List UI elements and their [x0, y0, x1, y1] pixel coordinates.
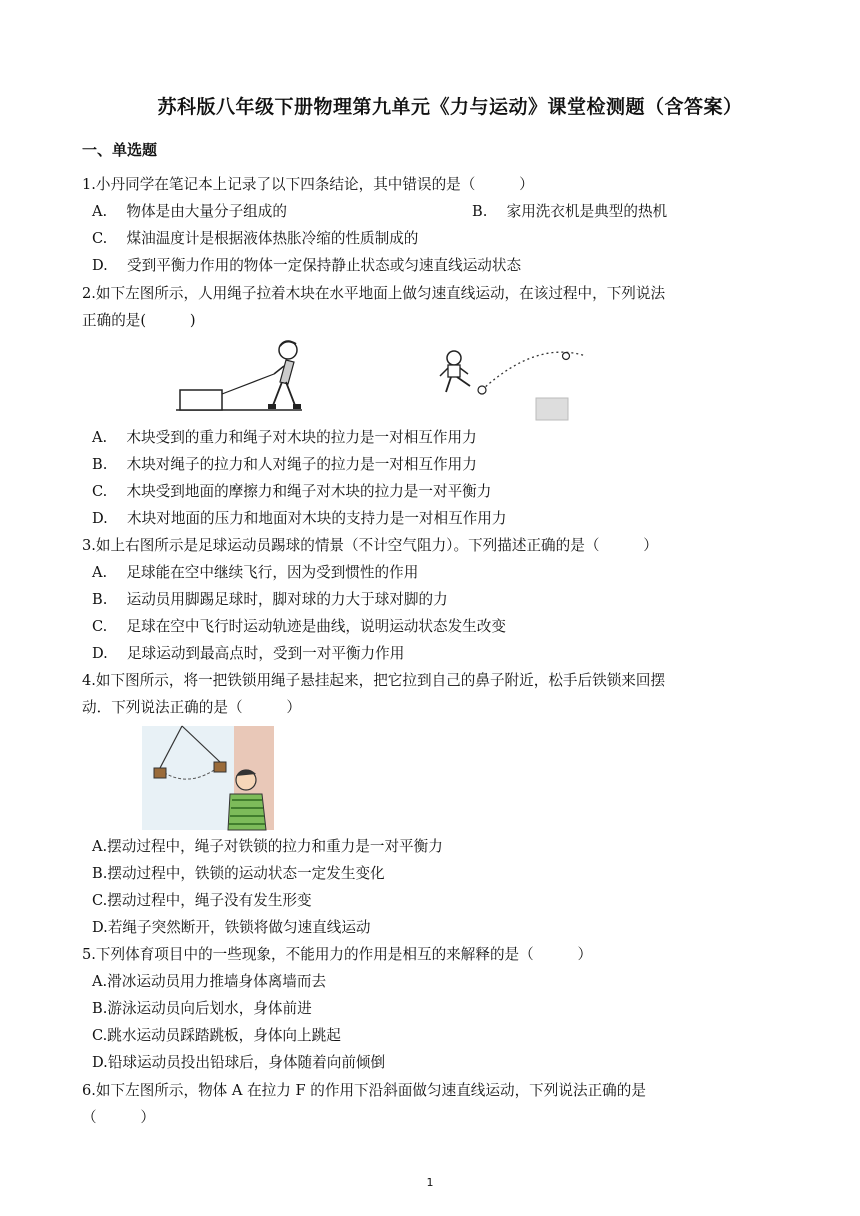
q2-option-b: B. 木块对绳子的拉力和人对绳子的拉力是一对相互作用力	[92, 456, 477, 473]
section-heading: 一、单选题	[82, 141, 158, 159]
q4-option-d: D.若绳子突然断开，铁锁将做匀速直线运动	[92, 919, 371, 936]
q4-stem-line2: 动．下列说法正确的是（ ）	[82, 699, 301, 716]
q2-option-a: A. 木块受到的重力和绳子对木块的拉力是一对相互作用力	[92, 429, 477, 446]
q2-stem-line1: 2.如下左图所示，人用绳子拉着木块在水平地面上做匀速直线运动，在该过程中，下列说法	[82, 285, 666, 302]
q5-option-b: B.游泳运动员向后划水，身体前进	[92, 1000, 312, 1017]
q3-option-c: C. 足球在空中飞行时运动轨迹是曲线，说明运动状态发生改变	[92, 618, 506, 635]
document-title: 苏科版八年级下册物理第九单元《力与运动》课堂检测题（含答案）	[157, 96, 743, 118]
figure-pendulum-lock	[142, 726, 274, 830]
q2-stem-line2: 正确的是( )	[82, 312, 196, 329]
q4-stem-line1: 4.如下图所示，将一把铁锁用绳子悬挂起来，把它拉到自己的鼻子附近，松手后铁锁来回摆	[82, 672, 666, 689]
q4-option-a: A.摆动过程中，绳子对铁锁的拉力和重力是一对平衡力	[92, 838, 443, 855]
q3-option-d: D. 足球运动到最高点时，受到一对平衡力作用	[92, 645, 405, 662]
q5-option-a: A.滑冰运动员用力推墙身体离墙而去	[92, 973, 327, 990]
q5-option-c: C.跳水运动员踩踏跳板，身体向上跳起	[92, 1027, 341, 1044]
q1-stem: 1.小丹同学在笔记本上记录了以下四条结论，其中错误的是（ ）	[82, 176, 534, 193]
figure-person-pulling-block	[176, 338, 306, 414]
q2-option-c: C. 木块受到地面的摩擦力和绳子对木块的拉力是一对平衡力	[92, 483, 492, 500]
q6-stem-line1: 6.如下左图所示，物体 A 在拉力 F 的作用下沿斜面做匀速直线运动，下列说法正确的是	[82, 1082, 646, 1099]
q1-option-d: D. 受到平衡力作用的物体一定保持静止状态或匀速直线运动状态	[92, 257, 522, 274]
q1-option-c: C. 煤油温度计是根据液体热胀冷缩的性质制成的	[92, 230, 419, 247]
q5-stem: 5.下列体育项目中的一些现象，不能用力的作用是相互的来解释的是（ ）	[82, 946, 593, 963]
q3-option-a: A. 足球能在空中继续飞行，因为受到惯性的作用	[92, 564, 419, 581]
q1-option-a: A. 物体是由大量分子组成的	[92, 203, 287, 220]
q4-option-c: C.摆动过程中，绳子没有发生形变	[92, 892, 312, 909]
q6-stem-line2: （ ）	[82, 1109, 155, 1126]
q4-option-b: B.摆动过程中，铁锁的运动状态一定发生变化	[92, 865, 385, 882]
q3-stem: 3.如上右图所示是足球运动员踢球的情景（不计空气阻力）。下列描述正确的是（ ）	[82, 537, 658, 554]
figure-footballer-kicking	[436, 348, 596, 422]
page-number: 1	[426, 1176, 434, 1189]
q3-option-b: B. 运动员用脚踢足球时，脚对球的力大于球对脚的力	[92, 591, 448, 608]
q1-option-b: B. 家用洗衣机是典型的热机	[472, 203, 668, 220]
q2-option-d: D. 木块对地面的压力和地面对木块的支持力是一对相互作用力	[92, 510, 507, 527]
q5-option-d: D.铅球运动员投出铅球后，身体随着向前倾倒	[92, 1054, 386, 1071]
